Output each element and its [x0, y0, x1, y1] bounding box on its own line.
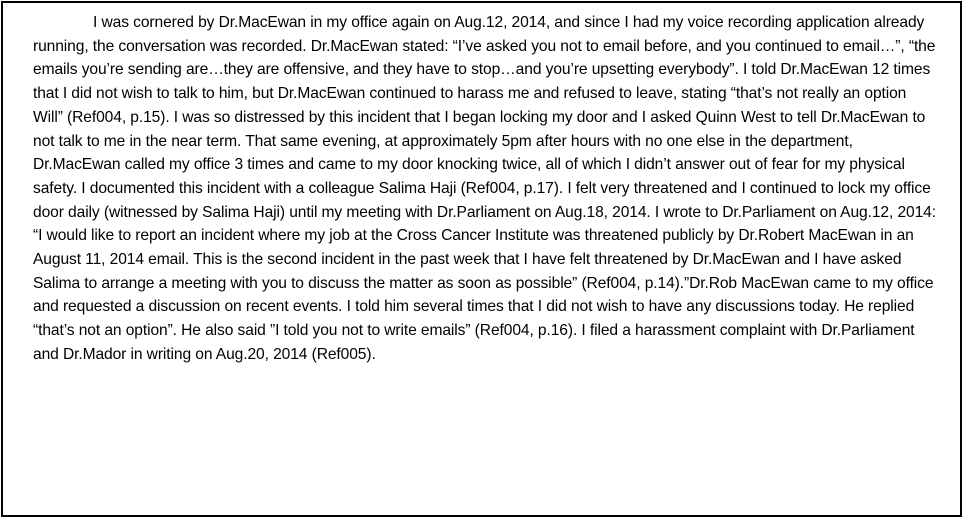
document-frame [1, 1, 962, 517]
document-paragraph: I was cornered by Dr.MacEwan in my office again on Aug.12, 2014, and since I had my voice recording application already running, the conversation was recorded. Dr.MacEwan stated: “I’ve asked you not to email before, and you continued to email…”, “the emails you’re sending are…they are offensive, and they have to stop…and you’re upsetting everybody”. I told Dr.MacEwan 12 times that I did not wish to talk to him, but Dr.MacEwan continued to harass me and refused to leave, stating “that’s not really an option Will” (Ref004, p.15). I was so distressed by this incident that I began locking my door and I asked Quinn West to tell Dr.MacEwan to not talk to me in the near term. That same evening, at approximately 5pm after hours with no one else in the department, Dr.MacEwan called my office 3 times and came to my door knocking twice, all of which I didn’t answer out of fear for my physical safety. I documented this incident with a colleague Salima Haji (Ref004, p.17). I felt very threatened and I continued to lock my office door daily (witnessed by Salima Haji) until my meeting with Dr.Parliament on Aug.18, 2014. I wrote to Dr.Parliament on Aug.12, 2014: “I would like to report an incident where my job at the Cross Cancer Institute was threatened publicly by Dr.Robert MacEwan in an August 11, 2014 email. This is the second incident in the past week that I have felt threatened by Dr.MacEwan and I have asked Salima to arrange a meeting with you to discuss the matter as soon as possible” (Ref004, p.14).”Dr.Rob MacEwan came to my office and requested a discussion on recent events. I told him several times that I did not wish to have any discussions today. He replied “that’s not an option”. He also said ”I told you not to write emails” (Ref004, p.16). I filed a harassment complaint with Dr.Parliament and Dr.Mador in writing on Aug.20, 2014 (Ref005). [33, 14, 936, 363]
